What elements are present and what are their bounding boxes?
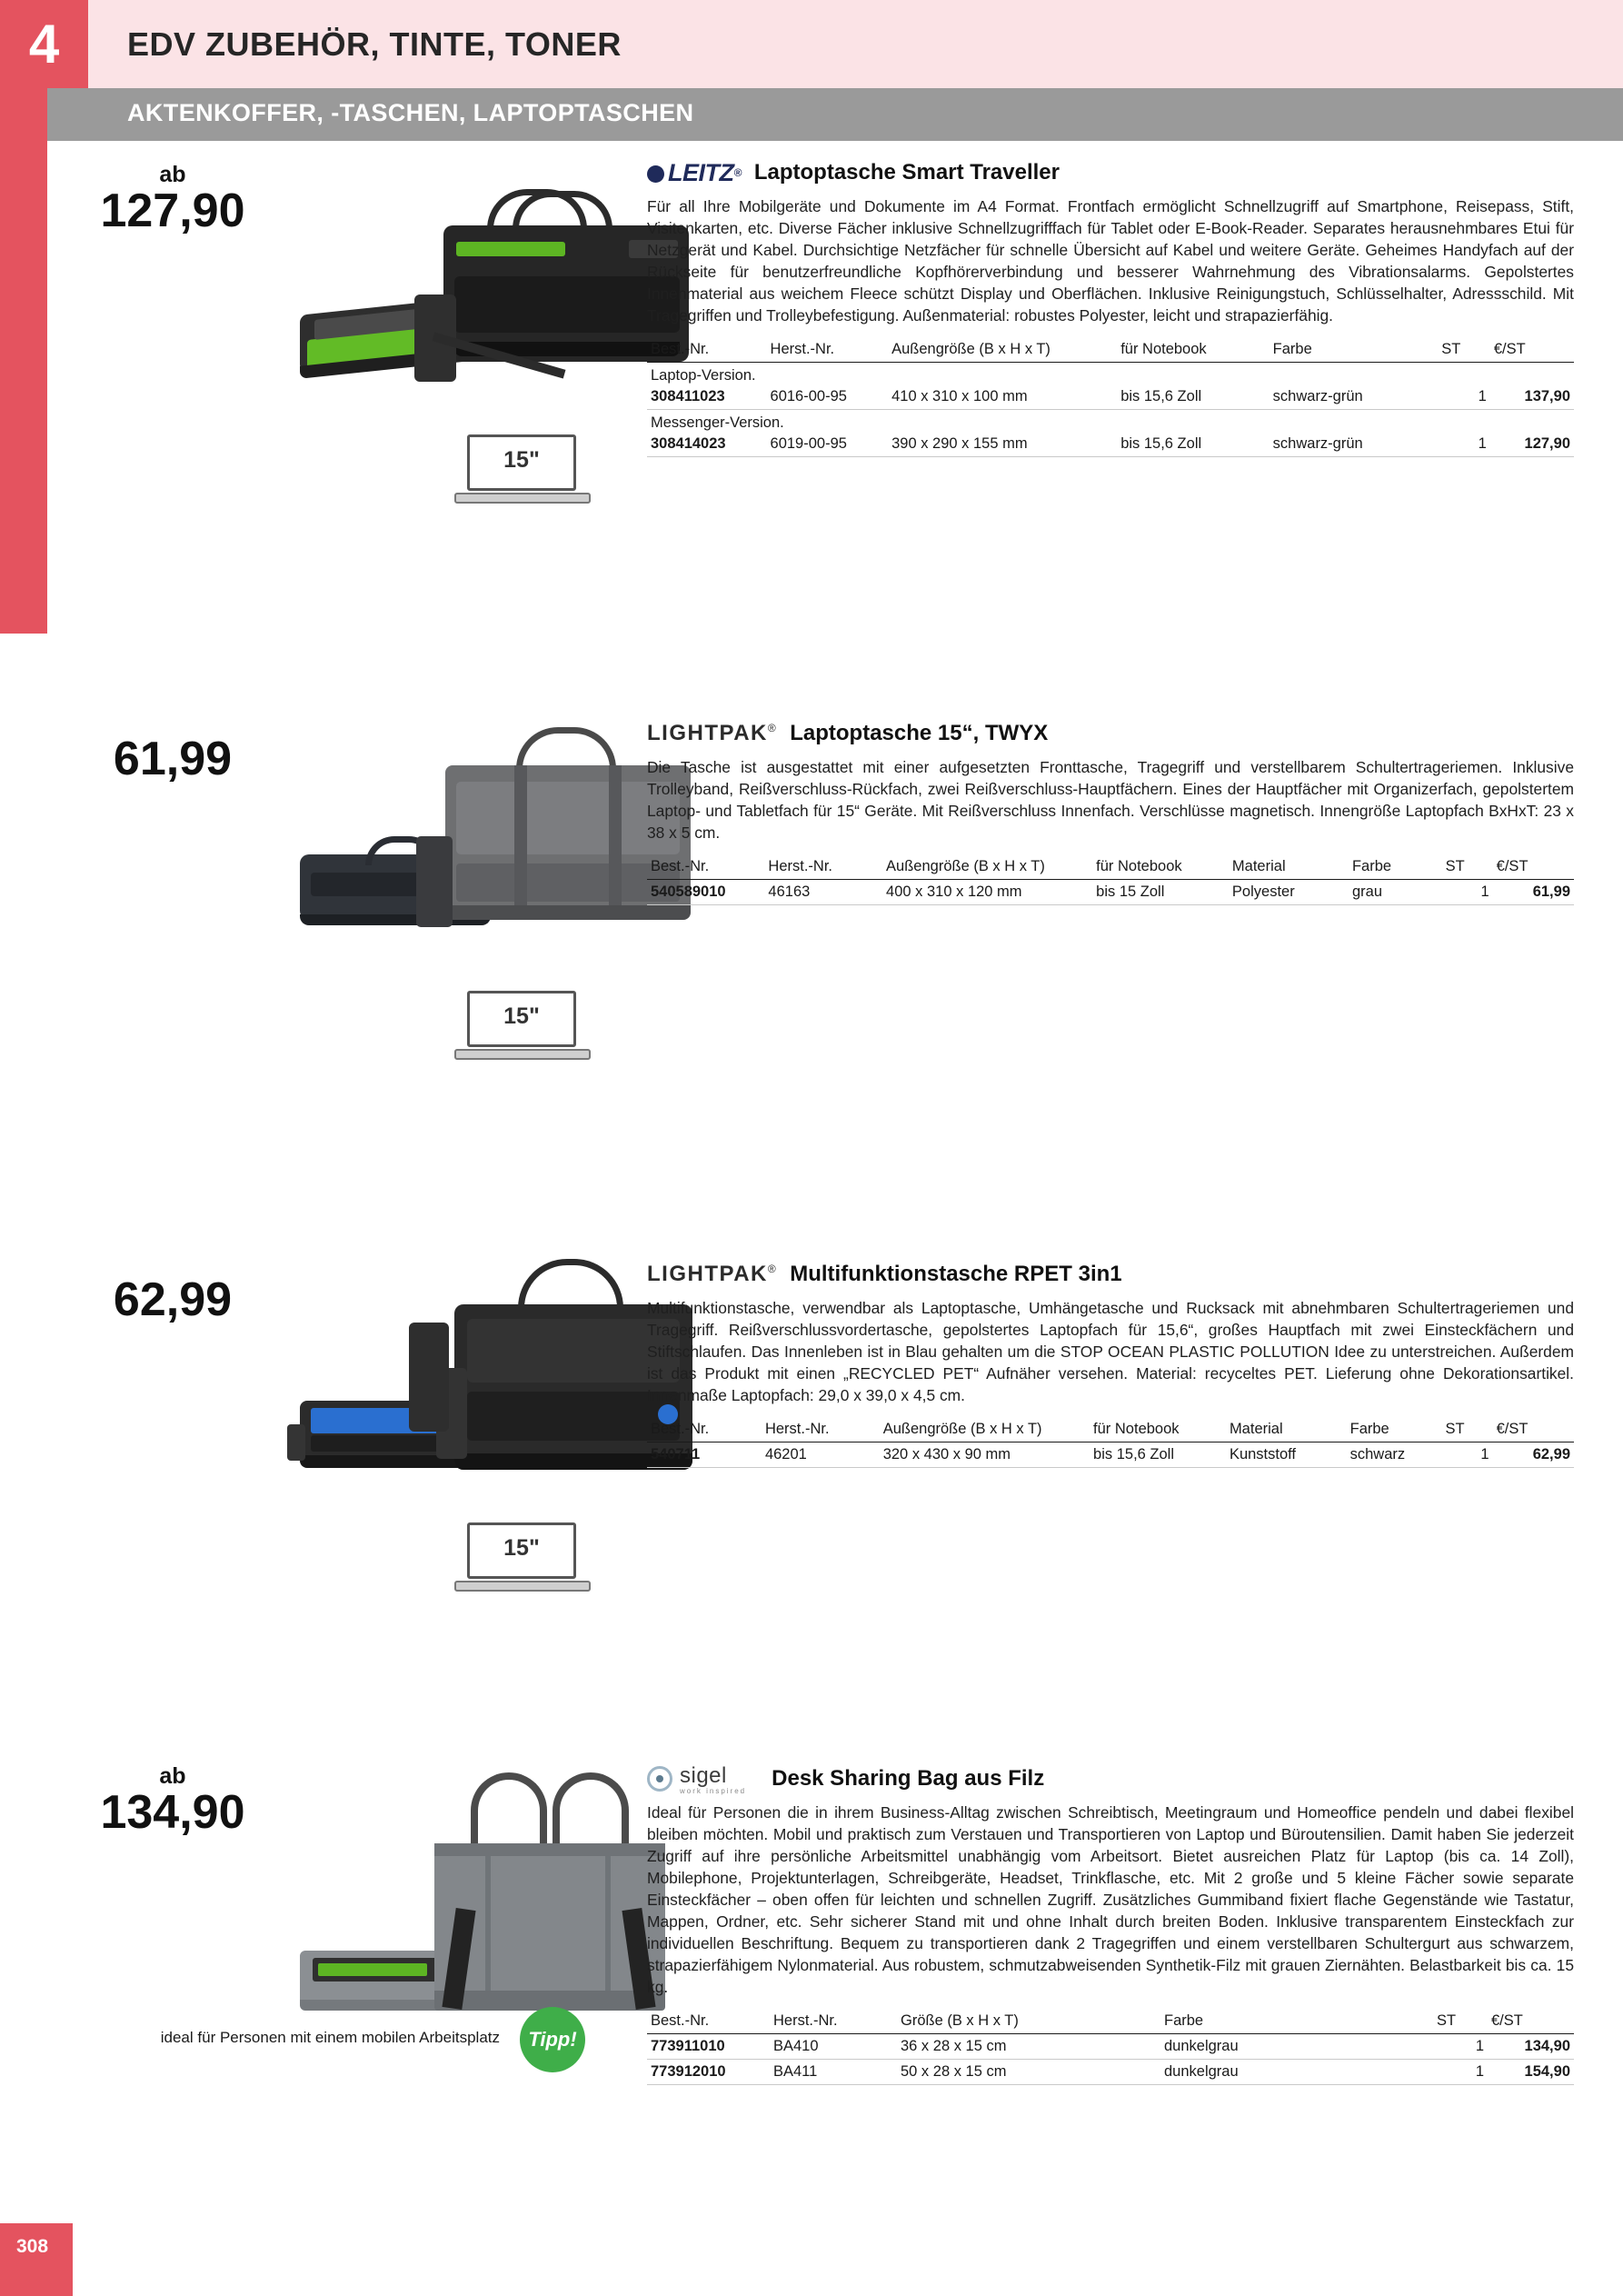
col-material: Material — [1226, 1419, 1347, 1442]
col-herst-nr: Herst.-Nr. — [764, 856, 882, 880]
col-st: ST — [1438, 339, 1490, 363]
col-price: €/ST — [1490, 339, 1574, 363]
laptop-size-label: 15" — [503, 1003, 540, 1029]
price-twyx — [45, 733, 300, 785]
laptop-size-label: 15" — [503, 447, 540, 473]
product-text-sigel — [647, 1763, 1574, 2085]
left-color-rail — [0, 88, 47, 634]
col-price: €/ST — [1488, 2011, 1574, 2034]
brand-label: sigel — [680, 1762, 727, 1788]
product-name: Laptoptasche Smart Traveller — [753, 160, 1060, 185]
tipp-badge: Tipp! — [520, 2007, 585, 2072]
col-size: Außengröße (B x H x T) — [888, 339, 1117, 363]
col-best-nr: Best.-Nr. — [647, 339, 767, 363]
brand-row-twyx — [647, 718, 1574, 749]
col-size: Größe (B x H x T) — [897, 2011, 1160, 2034]
product-name: Desk Sharing Bag aus Filz — [772, 1766, 1045, 1791]
table-header-row — [647, 856, 1574, 880]
price-value: 61,99 — [113, 733, 233, 785]
price-prefix: ab — [159, 1763, 186, 1789]
col-price: €/ST — [1493, 1419, 1574, 1442]
col-best-nr: Best.-Nr. — [647, 856, 764, 880]
col-st: ST — [1442, 856, 1493, 880]
spec-table-twyx — [647, 856, 1574, 905]
price-prefix: ab — [159, 162, 186, 187]
lightpak-logo-icon: LIGHTPAK® — [647, 721, 778, 745]
table-header-row — [647, 2011, 1574, 2034]
product-description: Für all Ihre Mobilgeräte und Dokumente im A4 Format. Frontfach ermöglicht Schnellzugriff auf Smartphone, Reisepass, Stift, Visitenkarten, etc. Diverse Fächer inklusive Schnellzugrifffach für Tablet oder E-Book-Reader. Separates herausnehmbares Etui für Netzgerät und Kabel. Durchsichtige Netzfächer für schnelle Übersicht auf Kabel und weitere Geräte. Geheimes Handyfach auf der Rückseite für benutzerfreundliche Kopfhörerverbindung und besserer Wahrnehmung des Vibrationsalarms. Gepolstertes Innenmaterial aus weichem Fleece schützt Display und Oberflächen. Inklusive Reinigungstuch, Schlüsselhalter, Adressschild. Mit Tragegriffen und Trolleybefestigung. Außenmaterial: robustes Polyester, leicht und strapazierfähig. — [647, 197, 1574, 325]
price-value: 127,90 — [100, 185, 245, 237]
col-best-nr: Best.-Nr. — [647, 2011, 770, 2034]
col-farbe: Farbe — [1160, 2011, 1433, 2034]
table-note-row: Messenger-Version. — [651, 414, 784, 432]
product-image-leitz — [300, 171, 636, 444]
col-farbe: Farbe — [1349, 856, 1442, 880]
product-description: Die Tasche ist ausgestattet mit einer aufgesetzten Fronttasche, Tragegriff und verstellbarem Schultertrageriemen. Inklusive Trolleyband, Reißverschluss-Rückfach, zwei Reißverschluss-Hauptfächern. Eines der Hauptfächer mit Organizerfach, gepolstertem Laptop- und Tabletfach für 15“ Geräte. Mit Reißverschluss Innenfach. Verschlüsse magnetisch. Innengröße Laptopfach BxHxT: 23 x 38 x 5 cm. — [647, 758, 1574, 843]
laptop-size-icon-leitz — [454, 434, 591, 513]
spec-table-rpet — [647, 1419, 1574, 1468]
sigel-logo-icon — [647, 1763, 746, 1795]
brand-tagline: work inspired — [680, 1786, 747, 1795]
laptop-size-icon-twyx — [454, 991, 591, 1069]
brand-label: LEITZ — [668, 158, 734, 186]
page-number: 308 — [0, 2223, 73, 2296]
price-leitz — [45, 162, 300, 236]
product-text-twyx — [647, 718, 1574, 905]
col-farbe: Farbe — [1270, 339, 1439, 363]
product-image-twyx — [300, 718, 636, 991]
col-notebook: für Notebook — [1090, 1419, 1226, 1442]
col-st: ST — [1433, 2011, 1488, 2034]
col-notebook: für Notebook — [1117, 339, 1269, 363]
price-rpet — [45, 1273, 300, 1326]
product-image-sigel — [300, 1772, 645, 2072]
col-size: Außengröße (B x H x T) — [882, 856, 1092, 880]
spec-table-sigel — [647, 2011, 1574, 2085]
price-value: 62,99 — [113, 1273, 233, 1326]
table-row: 308411023 6016-00-95 410 x 310 x 100 mm bis 15,6 Zoll schwarz-grün 1 137,90 — [647, 384, 1574, 410]
table-row: 773911010 BA410 36 x 28 x 15 cm dunkelgrau 1 134,90 — [647, 2034, 1574, 2060]
brand-row-rpet — [647, 1259, 1574, 1290]
page-title: EDV ZUBEHÖR, TINTE, TONER — [127, 25, 622, 63]
col-farbe: Farbe — [1347, 1419, 1442, 1442]
col-st: ST — [1441, 1419, 1492, 1442]
col-material: Material — [1229, 856, 1349, 880]
col-herst-nr: Herst.-Nr. — [770, 2011, 897, 2034]
product-text-leitz — [647, 157, 1574, 457]
leitz-logo-icon: LEITZ ® — [647, 159, 742, 187]
col-size: Außengröße (B x H x T) — [880, 1419, 1090, 1442]
price-value: 134,90 — [100, 1786, 245, 1839]
table-row: 540711 46201 320 x 430 x 90 mm bis 15,6 Zoll Kunststoff schwarz 1 62,99 — [647, 1442, 1574, 1468]
chapter-number-badge: 4 — [0, 0, 88, 88]
spec-table-leitz — [647, 339, 1574, 457]
brand-label: LIGHTPAK — [647, 721, 768, 745]
product-image-rpet — [300, 1259, 645, 1532]
brand-label: LIGHTPAK — [647, 1262, 768, 1286]
table-note-row: Laptop-Version. — [651, 367, 756, 384]
table-row: 308414023 6019-00-95 390 x 290 x 155 mm bis 15,6 Zoll schwarz-grün 1 127,90 — [647, 432, 1574, 457]
lightpak-logo-icon: LIGHTPAK® — [647, 1262, 778, 1286]
product-text-rpet — [647, 1259, 1574, 1468]
laptop-size-icon-rpet — [454, 1522, 591, 1601]
product-description: Ideal für Personen die in ihrem Business-Alltag zwischen Schreibtisch, Meetingraum und Homeoffice pendeln und dabei flexibel bleiben möchten. Mobil und praktisch zum Verstauen und Transportieren von Laptop und Büroutensilien. Damit haben Sie jederzeit Zugriff auf ihre persönliche Arbeitsmittel unabhängig vom Arbeitsort. Bietet ausreichen Platz für Laptop (bis ca. 14 Zoll), Mobilephone, Projektunterlagen, Schreibgeräte, Headset, Trinkflasche, etc. Mit 2 große und 5 kleine Fächer sowie separate Einsteckfächer – oben offen für leichten und schnellen Zugriff. Zusätzliches Gummiband fixiert flache Gegenstände wie Tastatur, Mappen, Ordner, etc. Sehr sicherer Stand mit und ohne Inhalt durch breiten Boden. Inklusive transparentem Einsteckfach zur individuellen Beschriftung. Bequem zu transportieren dank 2 Tragegriffen und einem verstellbaren Schultergurt aus schwarzem, strapazierfähigem Nylonmaterial. Aus robustem, schmutzabweisenden Synthetik-Filz mit grauen Ziernähten. Belastbarkeit bis ca. 15 kg. — [647, 1803, 1574, 1997]
brand-row-leitz — [647, 157, 1574, 188]
table-header-row — [647, 1419, 1574, 1442]
col-notebook: für Notebook — [1092, 856, 1229, 880]
col-best-nr: Best.-Nr. — [647, 1419, 762, 1442]
table-row: 540589010 46163 400 x 310 x 120 mm bis 15 Zoll Polyester grau 1 61,99 — [647, 880, 1574, 905]
col-herst-nr: Herst.-Nr. — [762, 1419, 880, 1442]
table-row: 773912010 BA411 50 x 28 x 15 cm dunkelgrau 1 154,90 — [647, 2060, 1574, 2085]
brand-row-sigel — [647, 1763, 1574, 1794]
col-herst-nr: Herst.-Nr. — [767, 339, 889, 363]
tipp-caption: ideal für Personen mit einem mobilen Arbeitsplatz — [160, 2029, 500, 2046]
table-header-row — [647, 339, 1574, 363]
product-name: Laptoptasche 15“, TWYX — [790, 721, 1049, 745]
sigel-mark-icon — [647, 1766, 672, 1792]
col-price: €/ST — [1493, 856, 1574, 880]
laptop-size-label: 15" — [503, 1535, 540, 1561]
section-title: AKTENKOFFER, -TASCHEN, LAPTOPTASCHEN — [127, 99, 694, 126]
product-description: Multifunktionstasche, verwendbar als Laptoptasche, Umhängetasche und Rucksack mit abnehmbaren Schultertrageriemen und Tragegriff. Reißverschlussvordertasche, gepolstertes Laptopfach für 15,6“, großes Hauptfach mit zwei Einsteckfächern und Stiftschlaufen. Das Innenleben ist in Blau gehalten um die STOP OCEAN PLASTIC POLLUTION Idee zu unterstreichen. Außerdem ist das Produkt mit einen „RECYCLED PET“ Aufnäher versehen. Material: recyceltes PET. Lieferung ohne Dekorationsartikel. Innenmaße Laptopfach: 29,0 x 39,0 x 4,5 cm. — [647, 1299, 1574, 1405]
product-name: Multifunktionstasche RPET 3in1 — [790, 1262, 1122, 1286]
price-sigel — [45, 1763, 300, 1838]
